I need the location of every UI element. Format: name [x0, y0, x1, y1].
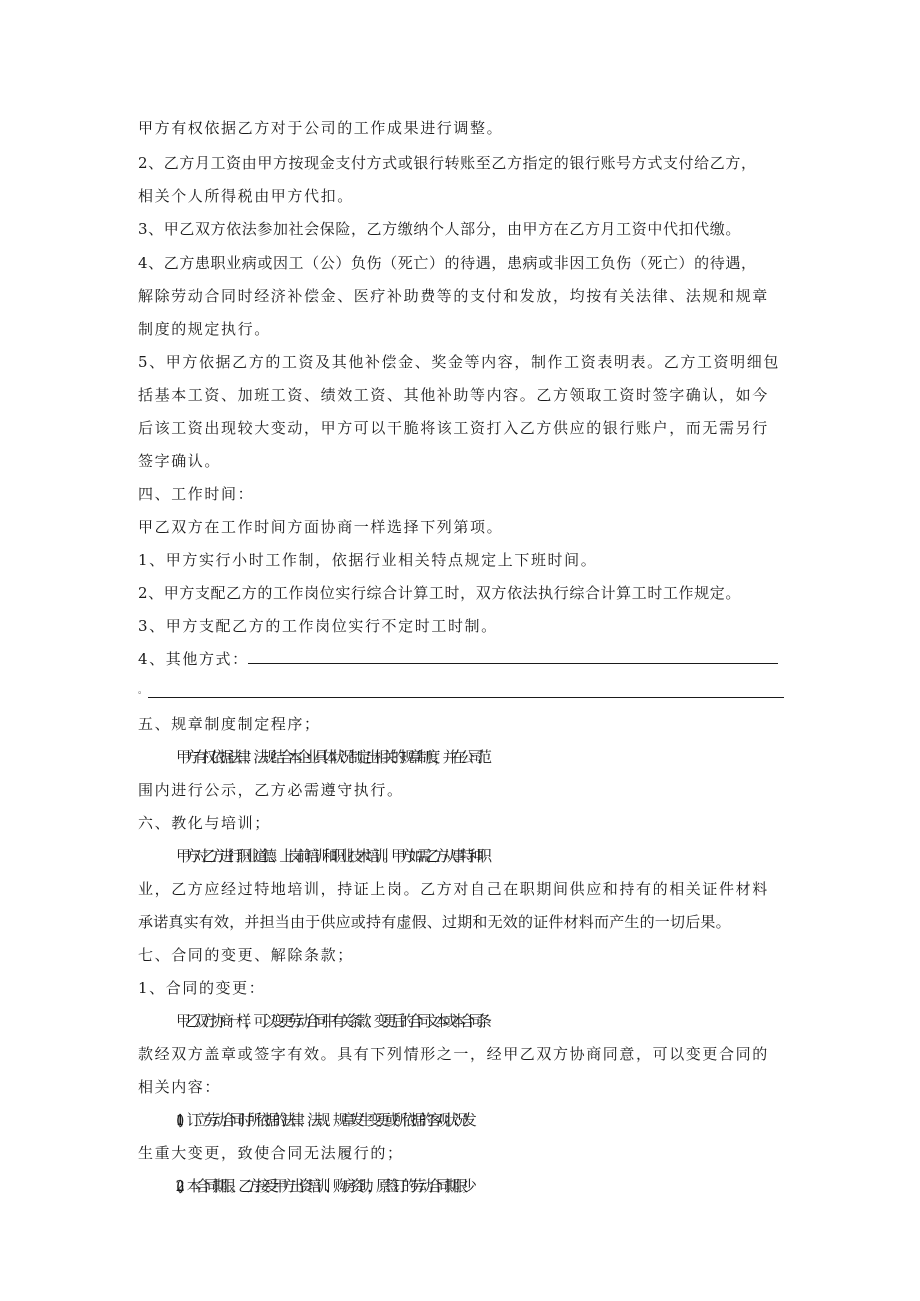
text-line: 3、甲乙双方依法参加社会保险，乙方缴纳个人部分，由甲方在乙方月工资中代扣代缴。 — [138, 220, 741, 238]
text-line: 款经双方盖章或签字有效。具有下列情形之一，经甲乙双方协商同意，可以变更合同的 — [138, 1045, 769, 1063]
section-heading: 四、工作时间： — [138, 485, 255, 503]
section-heading: 六、教化与培训； — [138, 814, 271, 832]
text-line: 甲方对乙方进行职业道德、上岗前培训和职业技术培训。甲方如需乙方从事特种职 — [176, 847, 486, 865]
text-line: 4、乙方患职业病或因工（公）负伤（死亡）的待遇，患病或非因工负伤（死亡）的待遇， — [138, 254, 757, 272]
text-line: 括基本工资、加班工资、绩效工资、其他补助等内容。乙方领取工资时签字确认，如今 — [138, 386, 769, 404]
text-line: 围内进行公示，乙方必需遵守执行。 — [138, 781, 404, 799]
text-line: (1)、订立劳动合同时所依据的法律、法规、规章发生变更或所依据的客观状况发 — [176, 1111, 471, 1129]
text-line: 制度的规定执行。 — [138, 320, 271, 338]
text-line: 解除劳动合同时经济补偿金、医疗补助费等的支付和发放，均按有关法律、法规和规章 — [138, 287, 769, 305]
text-line: 2、乙方月工资由甲方按现金支付方式或银行转账至乙方指定的银行账号方式支付给乙方， — [138, 154, 757, 172]
text-line: 3、甲方支配乙方的工作岗位实行不定时工时制。 — [138, 617, 498, 635]
text-line: 甲乙双方在工作时间方面协商一样选择下列第项。 — [138, 518, 504, 536]
text-line: 生重大变更，致使合同无法履行的； — [138, 1144, 404, 1162]
text-line: (2)、本合同期限。乙方接受甲方出资培训、购房资助，原签订的劳动合同期限少 — [176, 1177, 471, 1195]
text-line: 甲乙双方协商一样，可以变更劳动合同中有关条款。变更后的合同文本或本合同条 — [176, 1012, 486, 1030]
text-line: 签字确认。 — [138, 452, 222, 470]
section-heading: 七、合同的变更、解除条款； — [138, 946, 354, 964]
text-line: 后该工资出现较大变动，甲方可以干脆将该工资打入乙方供应的银行账户，而无需另行 — [138, 419, 769, 437]
text-line: 相关内容： — [138, 1078, 222, 1096]
text-line: 甲方有权依据乙方对于公司的工作成果进行调整。 — [138, 119, 504, 137]
text-line: 相关个人所得税由甲方代扣。 — [138, 187, 354, 205]
text-line: 2、甲方支配乙方的工作岗位实行综合计算工时，双方依法执行综合计算工时工作规定。 — [138, 584, 741, 602]
text-line: 4、其他方式： — [138, 650, 249, 668]
text-line: 业，乙方应经过特地培训，持证上岗。乙方对自己在职期间供应和持有的相关证件材料 — [138, 880, 769, 898]
text-line: 1、合同的变更： — [138, 979, 266, 997]
fill-in-blank-line — [248, 663, 778, 664]
text-line: 5、甲方依据乙方的工资及其他补偿金、奖金等内容，制作工资表明表。乙方工资明细包 — [138, 353, 780, 371]
section-heading: 五、规章制度制定程序； — [138, 715, 321, 733]
text-line: 。 — [138, 686, 148, 696]
text-line: 甲方有权依据法律、法规结合本企业具体状况制定出相关的规章制度，并在公司范 — [176, 748, 486, 766]
text-line: 1、甲方实行小时工作制，依据行业相关特点规定上下班时间。 — [138, 551, 598, 569]
fill-in-blank-line — [148, 697, 784, 698]
text-line: 承诺真实有效，并担当由于供应或持有虚假、过期和无效的证件材料而产生的一切后果。 — [138, 913, 731, 931]
